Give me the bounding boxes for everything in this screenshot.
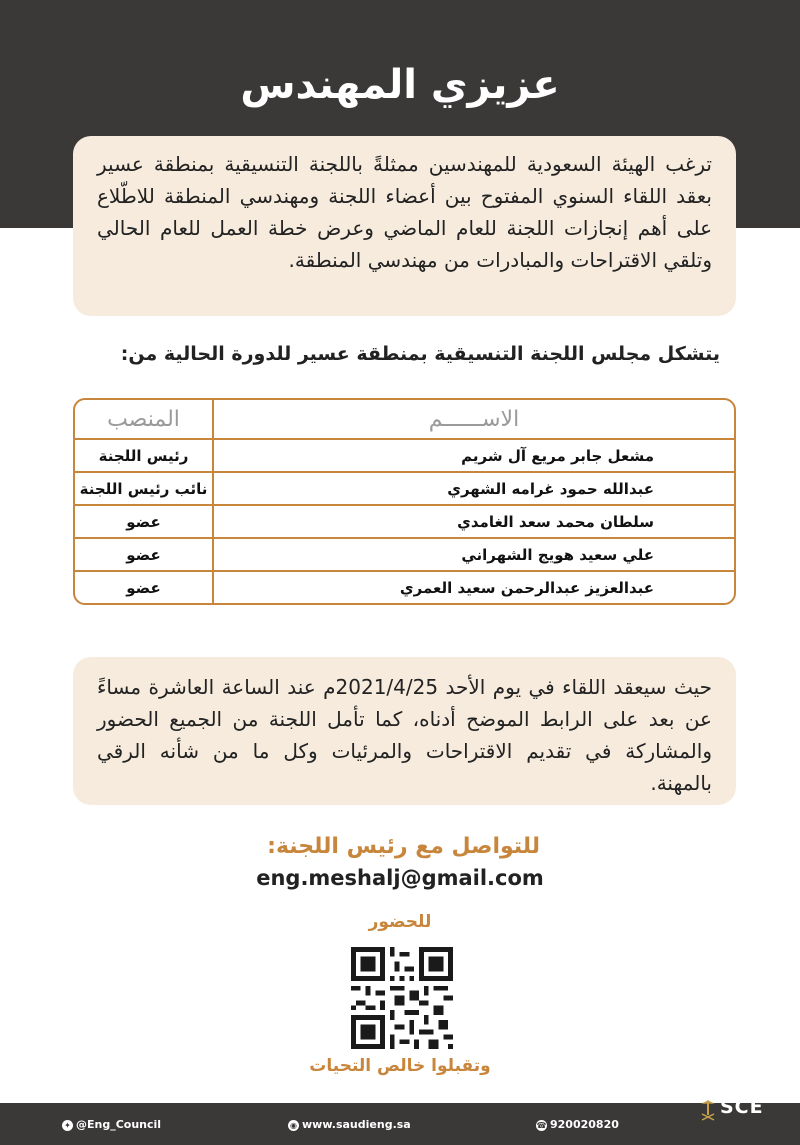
table-row bbox=[75, 440, 734, 473]
phone-link[interactable] bbox=[536, 1118, 619, 1131]
member-name: سلطان محمد سعد الغامدي bbox=[212, 506, 734, 539]
phone-icon: ☎ bbox=[536, 1120, 547, 1130]
palm-logo-icon bbox=[700, 1098, 716, 1122]
table-row bbox=[75, 539, 734, 572]
contact-email[interactable]: eng.meshalj@gmail.com bbox=[256, 866, 544, 890]
member-position: رئيس اللجنة bbox=[75, 440, 212, 473]
members-table bbox=[73, 398, 736, 605]
member-position: عضو bbox=[75, 506, 212, 539]
intro-text: ترغب الهيئة السعودية للمهندسين ممثلةً باللجنة التنسيقية بمنطقة عسير بعقد اللقاء السنوي المفتوح بين أعضاء اللجنة ومهندسي المنطقة للاطّلاع على أهم إنجازات اللجنة للعام الماضي وعرض خطة العمل للعام الحالي وتلقي الاقتراحات والمبادرات من مهندسي المنطقة. bbox=[97, 152, 712, 272]
attend-heading: للحضور bbox=[368, 912, 432, 932]
position-column-header: المنصب bbox=[75, 400, 212, 440]
table-row bbox=[75, 473, 734, 506]
logo-text: SCE bbox=[720, 1096, 764, 1118]
member-name: مشعل جابر مريع آل شريم bbox=[212, 440, 734, 473]
table-header-row bbox=[75, 400, 734, 440]
table-row bbox=[75, 572, 734, 603]
table-row bbox=[75, 506, 734, 539]
meeting-text: حيث سيعقد اللقاء في يوم الأحد 2021/4/25م عند الساعة العاشرة مساءً عن بعد على الرابط الموضح أدناه، كما تأمل اللجنة من الجميع الحضور والمشاركة في تقديم الاقتراحات والمرئيات وكل ما من شأنه الرقي بالمهنة. bbox=[97, 675, 712, 795]
twitter-handle: @Eng_Council bbox=[76, 1118, 162, 1131]
member-position: نائب رئيس اللجنة bbox=[75, 473, 212, 506]
member-position: عضو bbox=[126, 578, 161, 597]
page-title: عزيزي المهندس bbox=[240, 62, 560, 108]
website-link[interactable] bbox=[288, 1118, 411, 1131]
website-url: www.saudieng.sa bbox=[302, 1118, 411, 1131]
name-column-header: الاســــــم bbox=[212, 400, 734, 440]
meeting-card bbox=[73, 657, 736, 805]
footer-bar bbox=[0, 1103, 800, 1145]
member-position: عضو bbox=[75, 539, 212, 572]
web-icon: ◉ bbox=[288, 1120, 299, 1131]
closing-text: وتقبلوا خالص التحيات bbox=[309, 1056, 491, 1076]
phone-number: 920020820 bbox=[550, 1118, 619, 1131]
member-name: عبدالله حمود غرامه الشهري bbox=[212, 473, 734, 506]
twitter-link[interactable] bbox=[62, 1118, 161, 1131]
council-heading: يتشكل مجلس اللجنة التنسيقية بمنطقة عسير للدورة الحالية من: bbox=[120, 343, 720, 365]
sce-logo bbox=[698, 1090, 798, 1140]
intro-card bbox=[73, 136, 736, 316]
contact-heading: للتواصل مع رئيس اللجنة: bbox=[267, 834, 540, 859]
member-name: علي سعيد هويج الشهراني bbox=[212, 539, 734, 572]
twitter-icon: ✦ bbox=[62, 1120, 73, 1131]
member-name: عبدالعزيز عبدالرحمن سعيد العمري bbox=[212, 572, 734, 603]
qr-code[interactable] bbox=[351, 947, 453, 1049]
